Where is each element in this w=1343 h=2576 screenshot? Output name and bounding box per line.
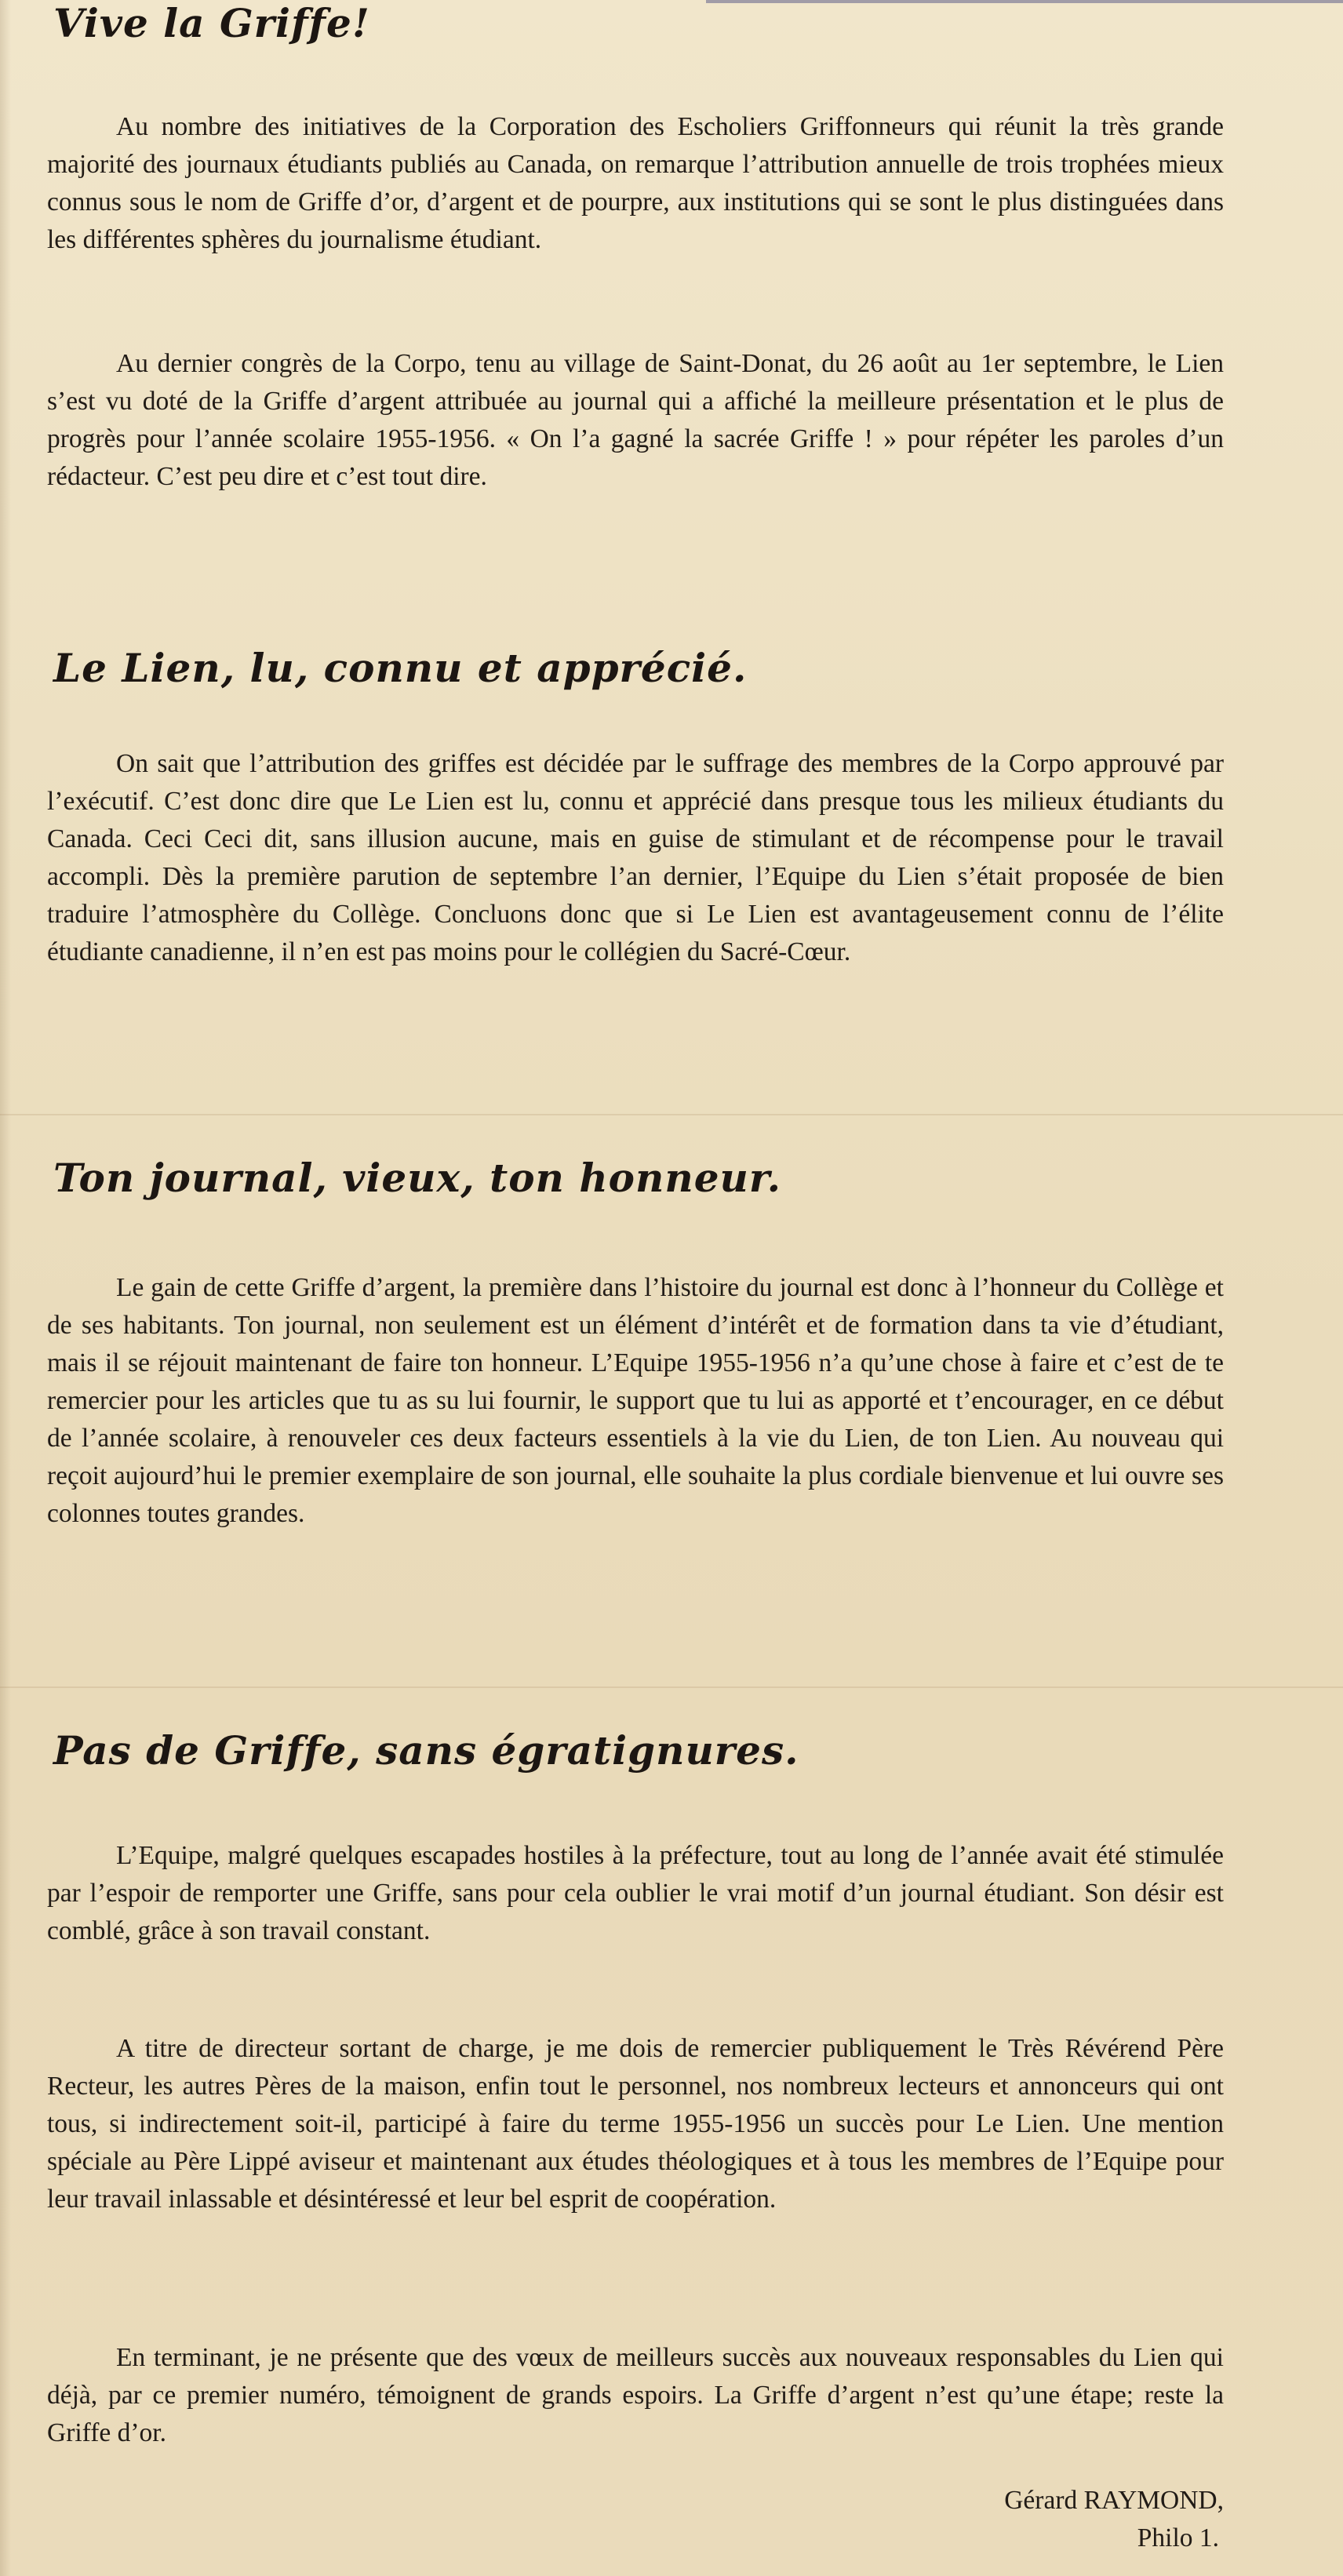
paragraph-corporation: Au nombre des initiatives de la Corporation des Escholiers Griffonneurs qui réunit la très grande majorité des journaux étudiants publiés au Canada, on remarque l’attribution annuelle de trois trophées mieux connus sous le nom de Griffe d’or, d’argent et de pourpre, aux institutions qui se sont le plus distinguées dans les différentes sphères du journalisme étudiant.	[47, 112, 1224, 254]
section-heading-pas-de-griffe: Pas de Griffe, sans égratignures.	[53, 1727, 799, 1774]
fold-line	[0, 1114, 1343, 1115]
page-edge-shadow	[0, 0, 11, 2576]
paragraph-gain-griffe: Le gain de cette Griffe d’argent, la première dans l’histoire du journal est donc à l’honneur du Collège et de ses habitants. Ton journal, non seulement est un élément d’intérêt et de formation dans ta vie d’étudiant, mais il se réjouit maintenant de faire ton honneur. L’Equipe 1955-1956 n’a qu’une chose à faire et c’est de te remercier pour les articles que tu as su lui fournir, le support que tu lui as apporté et t’encourager, en ce début de l’année scolaire, à renouveler ces deux facteurs essentiels à la vie du Lien, de ton Lien. Au nouveau qui reçoit aujourd’hui le premier exemplaire de son journal, elle souhaite la plus cordiale bienvenue et lui ouvre ses colonnes toutes grandes.	[47, 1273, 1224, 1528]
paragraph-attribution-griffes: On sait que l’attribution des griffes est décidée par le suffrage des membres de la Corpo approuvé par l’exécutif. C’est donc dire que Le Lien est lu, connu et apprécié dans presque tous les milieux étudiants du Canada. Ceci Ceci dit, sans illusion aucune, mais en guise de stimulant et de récompense pour le travail accompli. Dès la première parution de septembre l’an dernier, l’Equipe du Lien s’était proposée de bien traduire l’atmosphère du Collège. Concluons donc que si Le Lien est avantageusement connu de l’élite étudiante canadienne, il n’en est pas moins pour le collégien du Sacré-Cœur.	[47, 749, 1224, 966]
section-heading-vive-la-griffe: Vive la Griffe!	[53, 0, 370, 46]
paragraph-equipe-escapades: L’Equipe, malgré quelques escapades hostiles à la préfecture, tout au long de l’année avait été stimulée par l’espoir de remporter une Griffe, sans pour cela oublier le vrai motif d’un journal étudiant. Son désir est comblé, grâce à son travail constant.	[47, 1841, 1224, 1945]
signature-name: Gérard RAYMOND,	[1004, 2486, 1224, 2515]
signature-block	[1004, 2482, 1224, 2557]
paragraph-congres: Au dernier congrès de la Corpo, tenu au village de Saint-Donat, du 26 août au 1er septembre, le Lien s’est vu doté de la Griffe d’argent attribuée au journal qui a affiché la meilleure présentation et le plus de progrès pour l’année scolaire 1955-1956. « On l’a gagné la sacrée Griffe ! » pour répéter les paroles d’un rédacteur. C’est peu dire et c’est tout dire.	[47, 349, 1224, 491]
section-heading-ton-journal: Ton journal, vieux, ton honneur.	[53, 1155, 782, 1201]
top-rule	[706, 0, 1343, 3]
paragraph-remerciements: A titre de directeur sortant de charge, je me dois de remercier publiquement le Très Révérend Père Recteur, les autres Pères de la maison, enfin tout le personnel, nos nombreux lecteurs et annonceurs qui ont tous, si indirectement soit-il, participé à faire du terme 1955-1956 un succès pour Le Lien. Une mention spéciale au Père Lippé aviseur et maintenant aux études théologiques et à tous les membres de l’Equipe pour leur travail inlassable et désintéressé et leur bel esprit de coopération.	[47, 2034, 1224, 2214]
fold-line	[0, 1686, 1343, 1688]
paragraph-en-terminant: En terminant, je ne présente que des vœux de meilleurs succès aux nouveaux responsables du Lien qui déjà, par ce premier numéro, témoignent de grands espoirs. La Griffe d’argent n’est qu’une étape; reste la Griffe d’or.	[47, 2343, 1224, 2447]
section-heading-le-lien-lu-connu: Le Lien, lu, connu et apprécié.	[53, 645, 748, 691]
signature-class: Philo 1.	[1137, 2523, 1219, 2552]
